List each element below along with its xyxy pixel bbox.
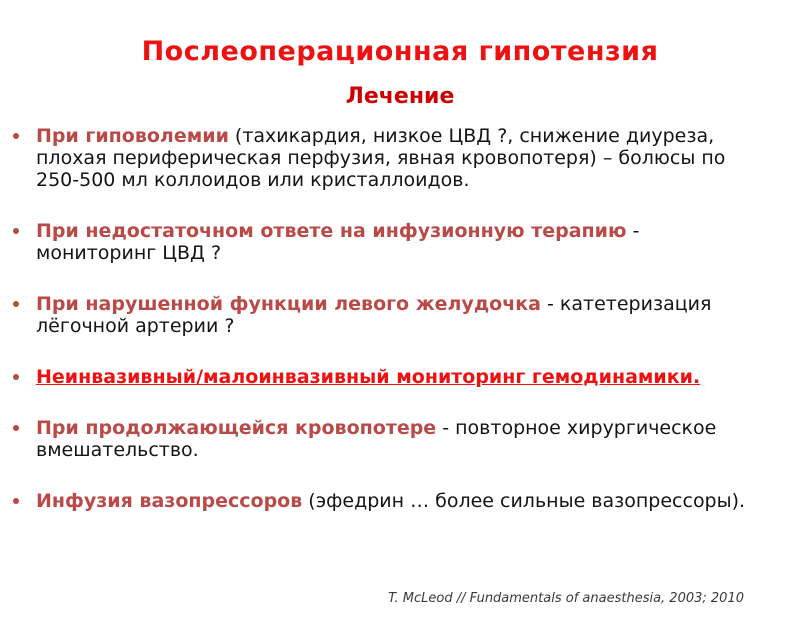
bullet-text-body: (тахикардия, низкое ЦВД ?, снижение диуреза, плохая периферическая перфузия, явная кровопотеря) – болюсы по 250-500 мл коллоидов или кристаллоидов. xyxy=(36,125,726,191)
slide-subtitle: Лечение xyxy=(345,84,455,109)
bullet-item xyxy=(10,417,762,461)
bullet-item xyxy=(10,366,762,388)
bullet-text-body: (эфедрин … более сильные вазопрессоры). xyxy=(302,490,746,512)
bullet-item xyxy=(10,220,762,264)
bullet-text-lead: Инфузия вазопрессоров xyxy=(36,490,303,512)
bullet-dot xyxy=(13,374,19,380)
bullet-text-bright: Неинвазивный/малоинвазивный мониторинг гемодинамики. xyxy=(36,366,701,388)
bullet-dot xyxy=(13,228,19,234)
bullet-text-body: - повторное хирургическое вмешательство. xyxy=(36,417,717,461)
slide-title: Послеоперационная гипотензия xyxy=(141,36,659,67)
citation: T. McLeod // Fundamentals of anaesthesia, 2003; 2010 xyxy=(388,591,744,606)
bullet-dot xyxy=(13,425,19,431)
bullet-dot xyxy=(13,133,19,139)
bullet-text-body: - мониторинг ЦВД ? xyxy=(36,220,640,264)
bullet-item xyxy=(10,293,762,337)
bullet-item xyxy=(10,490,762,512)
bullet-list xyxy=(10,125,762,512)
bullet-text-body: - катетеризация лёгочной артерии ? xyxy=(36,293,712,337)
slide xyxy=(0,36,800,636)
bullet-text-lead: При нарушенной функции левого желудочка xyxy=(36,293,541,315)
bullet-text-lead: При гиповолемии xyxy=(36,125,229,147)
bullet-text-lead: При недостаточном ответе на инфузионную терапию xyxy=(36,220,627,242)
bullet-dot xyxy=(13,498,19,504)
bullet-dot xyxy=(13,301,19,307)
bullet-item xyxy=(10,125,762,191)
bullet-text-lead: При продолжающейся кровопотере xyxy=(36,417,437,439)
